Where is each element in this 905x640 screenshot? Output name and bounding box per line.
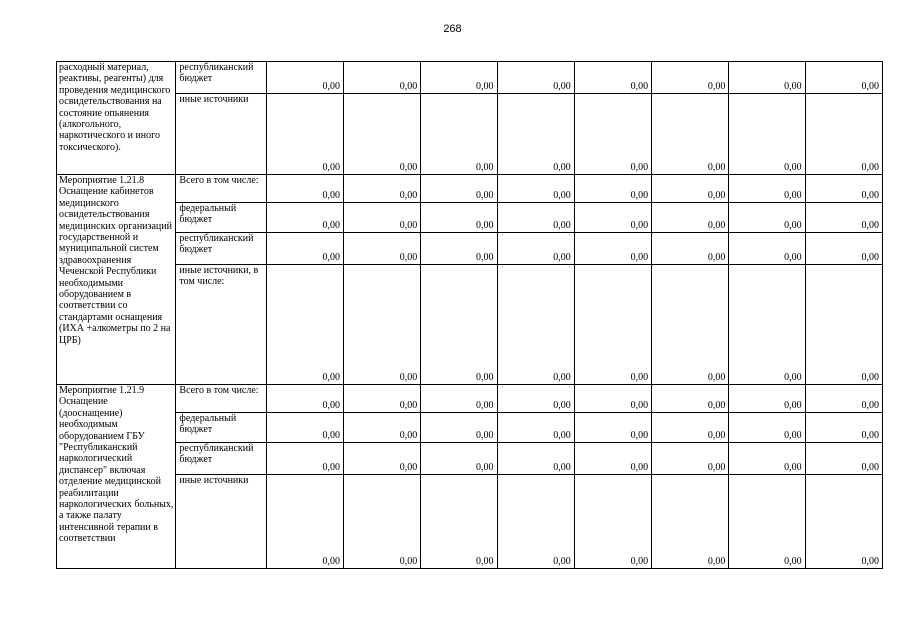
amount-cell: 0,00 [344, 94, 421, 175]
amount-cell: 0,00 [421, 443, 497, 475]
amount-cell: 0,00 [729, 62, 805, 94]
amount-cell: 0,00 [266, 94, 343, 175]
budget-table [56, 61, 883, 569]
funding-source: федеральный бюджет [176, 413, 266, 443]
amount-cell: 0,00 [574, 265, 651, 385]
amount-cell: 0,00 [497, 385, 574, 413]
table-row [57, 62, 883, 94]
amount-cell: 0,00 [497, 265, 574, 385]
amount-cell: 0,00 [805, 203, 882, 233]
amount-cell: 0,00 [421, 94, 497, 175]
amount-cell: 0,00 [344, 443, 421, 475]
amount-cell: 0,00 [497, 203, 574, 233]
funding-source: иные источники [176, 475, 266, 569]
amount-cell: 0,00 [729, 443, 805, 475]
amount-cell: 0,00 [652, 175, 729, 203]
amount-cell: 0,00 [421, 475, 497, 569]
amount-cell: 0,00 [266, 62, 343, 94]
amount-cell: 0,00 [574, 62, 651, 94]
amount-cell: 0,00 [266, 233, 343, 265]
amount-cell: 0,00 [421, 62, 497, 94]
amount-cell: 0,00 [497, 62, 574, 94]
amount-cell: 0,00 [497, 175, 574, 203]
amount-cell: 0,00 [652, 233, 729, 265]
amount-cell: 0,00 [574, 413, 651, 443]
measure-description: расходный материал, реактивы, реагенты) для проведения медицинского освидетельствования на состояние опьянения (алкогольного, наркотического и иного токсического). [57, 62, 176, 175]
amount-cell: 0,00 [805, 62, 882, 94]
funding-source: иные источники [176, 94, 266, 175]
amount-cell: 0,00 [497, 233, 574, 265]
amount-cell: 0,00 [497, 94, 574, 175]
table-row [57, 203, 883, 233]
amount-cell: 0,00 [574, 203, 651, 233]
table-row [57, 175, 883, 203]
amount-cell: 0,00 [574, 94, 651, 175]
amount-cell: 0,00 [805, 94, 882, 175]
amount-cell: 0,00 [652, 413, 729, 443]
amount-cell: 0,00 [729, 175, 805, 203]
amount-cell: 0,00 [574, 443, 651, 475]
amount-cell: 0,00 [652, 265, 729, 385]
amount-cell: 0,00 [344, 203, 421, 233]
amount-cell: 0,00 [421, 175, 497, 203]
amount-cell: 0,00 [344, 385, 421, 413]
amount-cell: 0,00 [421, 413, 497, 443]
table-row [57, 413, 883, 443]
amount-cell: 0,00 [652, 203, 729, 233]
amount-cell: 0,00 [805, 265, 882, 385]
amount-cell: 0,00 [421, 265, 497, 385]
amount-cell: 0,00 [266, 475, 343, 569]
funding-source: федеральный бюджет [176, 203, 266, 233]
amount-cell: 0,00 [344, 413, 421, 443]
amount-cell: 0,00 [266, 385, 343, 413]
amount-cell: 0,00 [421, 385, 497, 413]
measure-description: Мероприятие 1.21.8 Оснащение кабинетов медицинского освидетельствования медицинских организаций государственной и муниципальной систем здравоохранения Чеченской Республики необходимыми оборудованием в соответствии со стандартами оснащения (ИХА +алкометры по 2 на ЦРБ) [57, 175, 176, 385]
amount-cell: 0,00 [805, 175, 882, 203]
funding-source: иные источники, в том числе: [176, 265, 266, 385]
funding-source: республиканский бюджет [176, 443, 266, 475]
amount-cell: 0,00 [266, 265, 343, 385]
amount-cell: 0,00 [344, 265, 421, 385]
amount-cell: 0,00 [421, 233, 497, 265]
amount-cell: 0,00 [574, 233, 651, 265]
amount-cell: 0,00 [344, 475, 421, 569]
amount-cell: 0,00 [729, 385, 805, 413]
amount-cell: 0,00 [344, 175, 421, 203]
funding-source: Всего в том числе: [176, 175, 266, 203]
amount-cell: 0,00 [497, 475, 574, 569]
amount-cell: 0,00 [729, 203, 805, 233]
amount-cell: 0,00 [344, 62, 421, 94]
page-number: 268 [443, 23, 462, 35]
amount-cell: 0,00 [729, 94, 805, 175]
amount-cell: 0,00 [344, 233, 421, 265]
table-row [57, 94, 883, 175]
table-row [57, 475, 883, 569]
amount-cell: 0,00 [497, 443, 574, 475]
amount-cell: 0,00 [729, 233, 805, 265]
amount-cell: 0,00 [805, 475, 882, 569]
amount-cell: 0,00 [652, 94, 729, 175]
amount-cell: 0,00 [652, 475, 729, 569]
amount-cell: 0,00 [421, 203, 497, 233]
funding-source: Всего в том числе: [176, 385, 266, 413]
funding-source: республиканский бюджет [176, 62, 266, 94]
amount-cell: 0,00 [574, 475, 651, 569]
amount-cell: 0,00 [729, 413, 805, 443]
table-row [57, 443, 883, 475]
amount-cell: 0,00 [266, 413, 343, 443]
measure-description: Мероприятие 1.21.9 Оснащение (дооснащение) необходимым оборудованием ГБУ "Республиканский наркологический диспансер" включая отделение медицинской реабилитации наркологических больных, а также палату интенсивной терапии в соответствии [57, 385, 176, 569]
amount-cell: 0,00 [266, 443, 343, 475]
amount-cell: 0,00 [652, 62, 729, 94]
table-row [57, 385, 883, 413]
table-row [57, 265, 883, 385]
budget-table-body [57, 62, 883, 569]
amount-cell: 0,00 [652, 443, 729, 475]
amount-cell: 0,00 [805, 443, 882, 475]
amount-cell: 0,00 [805, 233, 882, 265]
amount-cell: 0,00 [266, 203, 343, 233]
table-row [57, 233, 883, 265]
funding-source: республиканский бюджет [176, 233, 266, 265]
amount-cell: 0,00 [805, 413, 882, 443]
amount-cell: 0,00 [497, 413, 574, 443]
amount-cell: 0,00 [805, 385, 882, 413]
amount-cell: 0,00 [729, 475, 805, 569]
amount-cell: 0,00 [729, 265, 805, 385]
amount-cell: 0,00 [574, 385, 651, 413]
amount-cell: 0,00 [574, 175, 651, 203]
amount-cell: 0,00 [652, 385, 729, 413]
amount-cell: 0,00 [266, 175, 343, 203]
